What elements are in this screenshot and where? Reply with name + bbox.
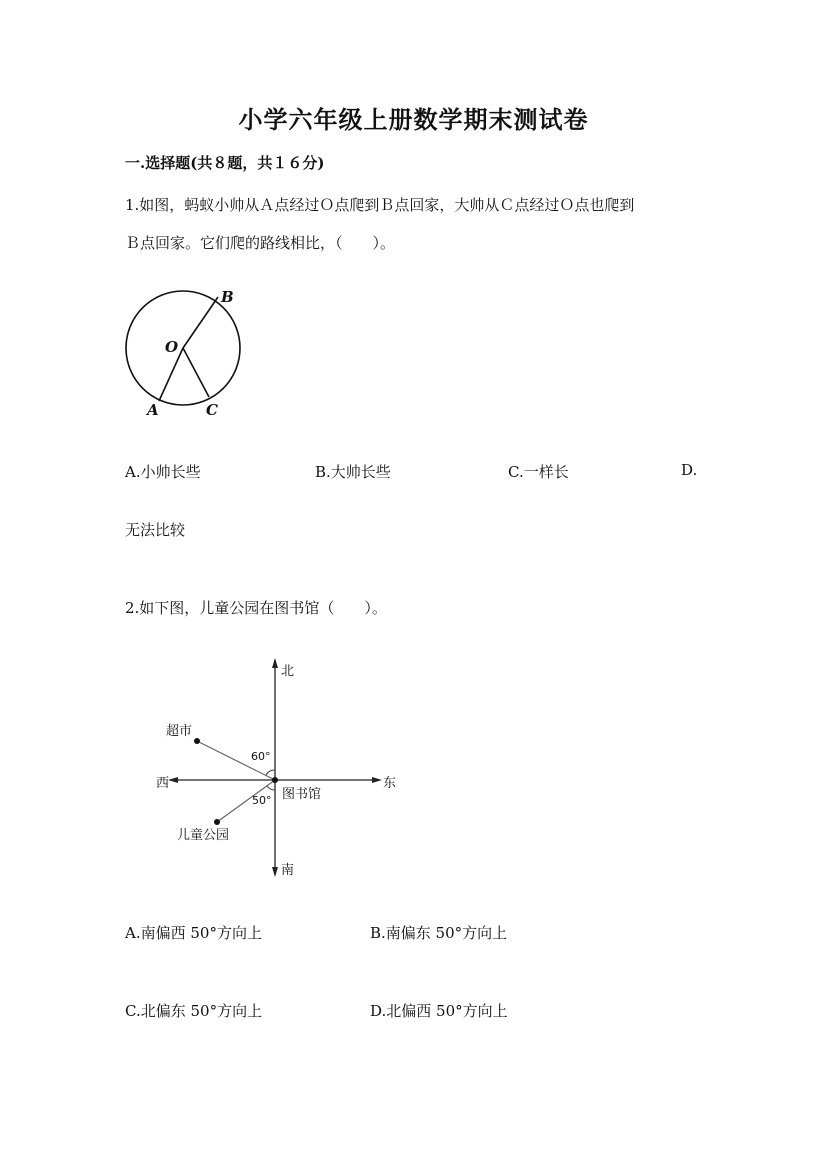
point-c-label: C (206, 401, 218, 419)
section-heading: 一.选择题(共８题，共１６分) (125, 154, 325, 172)
question-1-stem-line2: Ｂ点回家。它们爬的路线相比，（ ）。 (125, 234, 396, 252)
library-point (272, 777, 278, 783)
segment-oc (183, 348, 209, 397)
west-arrow (168, 777, 178, 783)
point-b-label: B (221, 288, 234, 306)
question-2-option-d: D.北偏西 50°方向上 (370, 1002, 508, 1020)
map-library-label: 图书馆 (282, 787, 322, 802)
question-2-stem: 2.如下图，儿童公园在图书馆（ ）。 (125, 599, 387, 617)
question-2-option-b: B.南偏东 50°方向上 (370, 924, 508, 942)
question-1-stem-line1: 1.如图，蚂蚁小帅从Ａ点经过Ｏ点爬到Ｂ点回家，大帅从Ｃ点经过Ｏ点也爬到 (125, 196, 635, 214)
map-north-label: 北 (281, 664, 295, 679)
question-1-option-a: A.小帅长些 (125, 463, 201, 481)
north-arrow (272, 658, 278, 668)
map-south-label: 南 (281, 863, 295, 878)
map-angle-50-label: 50° (252, 794, 272, 807)
map-east-label: 东 (383, 776, 397, 791)
map-west-label: 西 (156, 776, 170, 791)
map-supermarket-label: 超市 (166, 724, 193, 739)
map-angle-60-label: 60° (251, 750, 271, 763)
question-1-option-c: C.一样长 (508, 463, 569, 481)
direction-map-figure (150, 650, 400, 885)
south-arrow (272, 867, 278, 877)
question-1-option-d-label: D. (681, 461, 698, 479)
question-1-option-b: B.大帅长些 (315, 463, 391, 481)
segment-ob (183, 297, 218, 348)
map-park-label: 儿童公园 (177, 828, 230, 843)
question-2-option-a: A.南偏西 50°方向上 (125, 924, 262, 942)
point-a-label: A (147, 401, 159, 419)
point-o-label: O (165, 338, 179, 356)
angle-arc-upper (266, 770, 275, 775)
angle-arc-lower (267, 786, 275, 790)
page-title: 小学六年级上册数学期末测试卷 (238, 105, 589, 134)
supermarket-point (194, 738, 200, 744)
question-2-option-c: C.北偏东 50°方向上 (125, 1002, 263, 1020)
east-arrow (372, 777, 382, 783)
question-1-option-d-text: 无法比较 (125, 521, 186, 539)
